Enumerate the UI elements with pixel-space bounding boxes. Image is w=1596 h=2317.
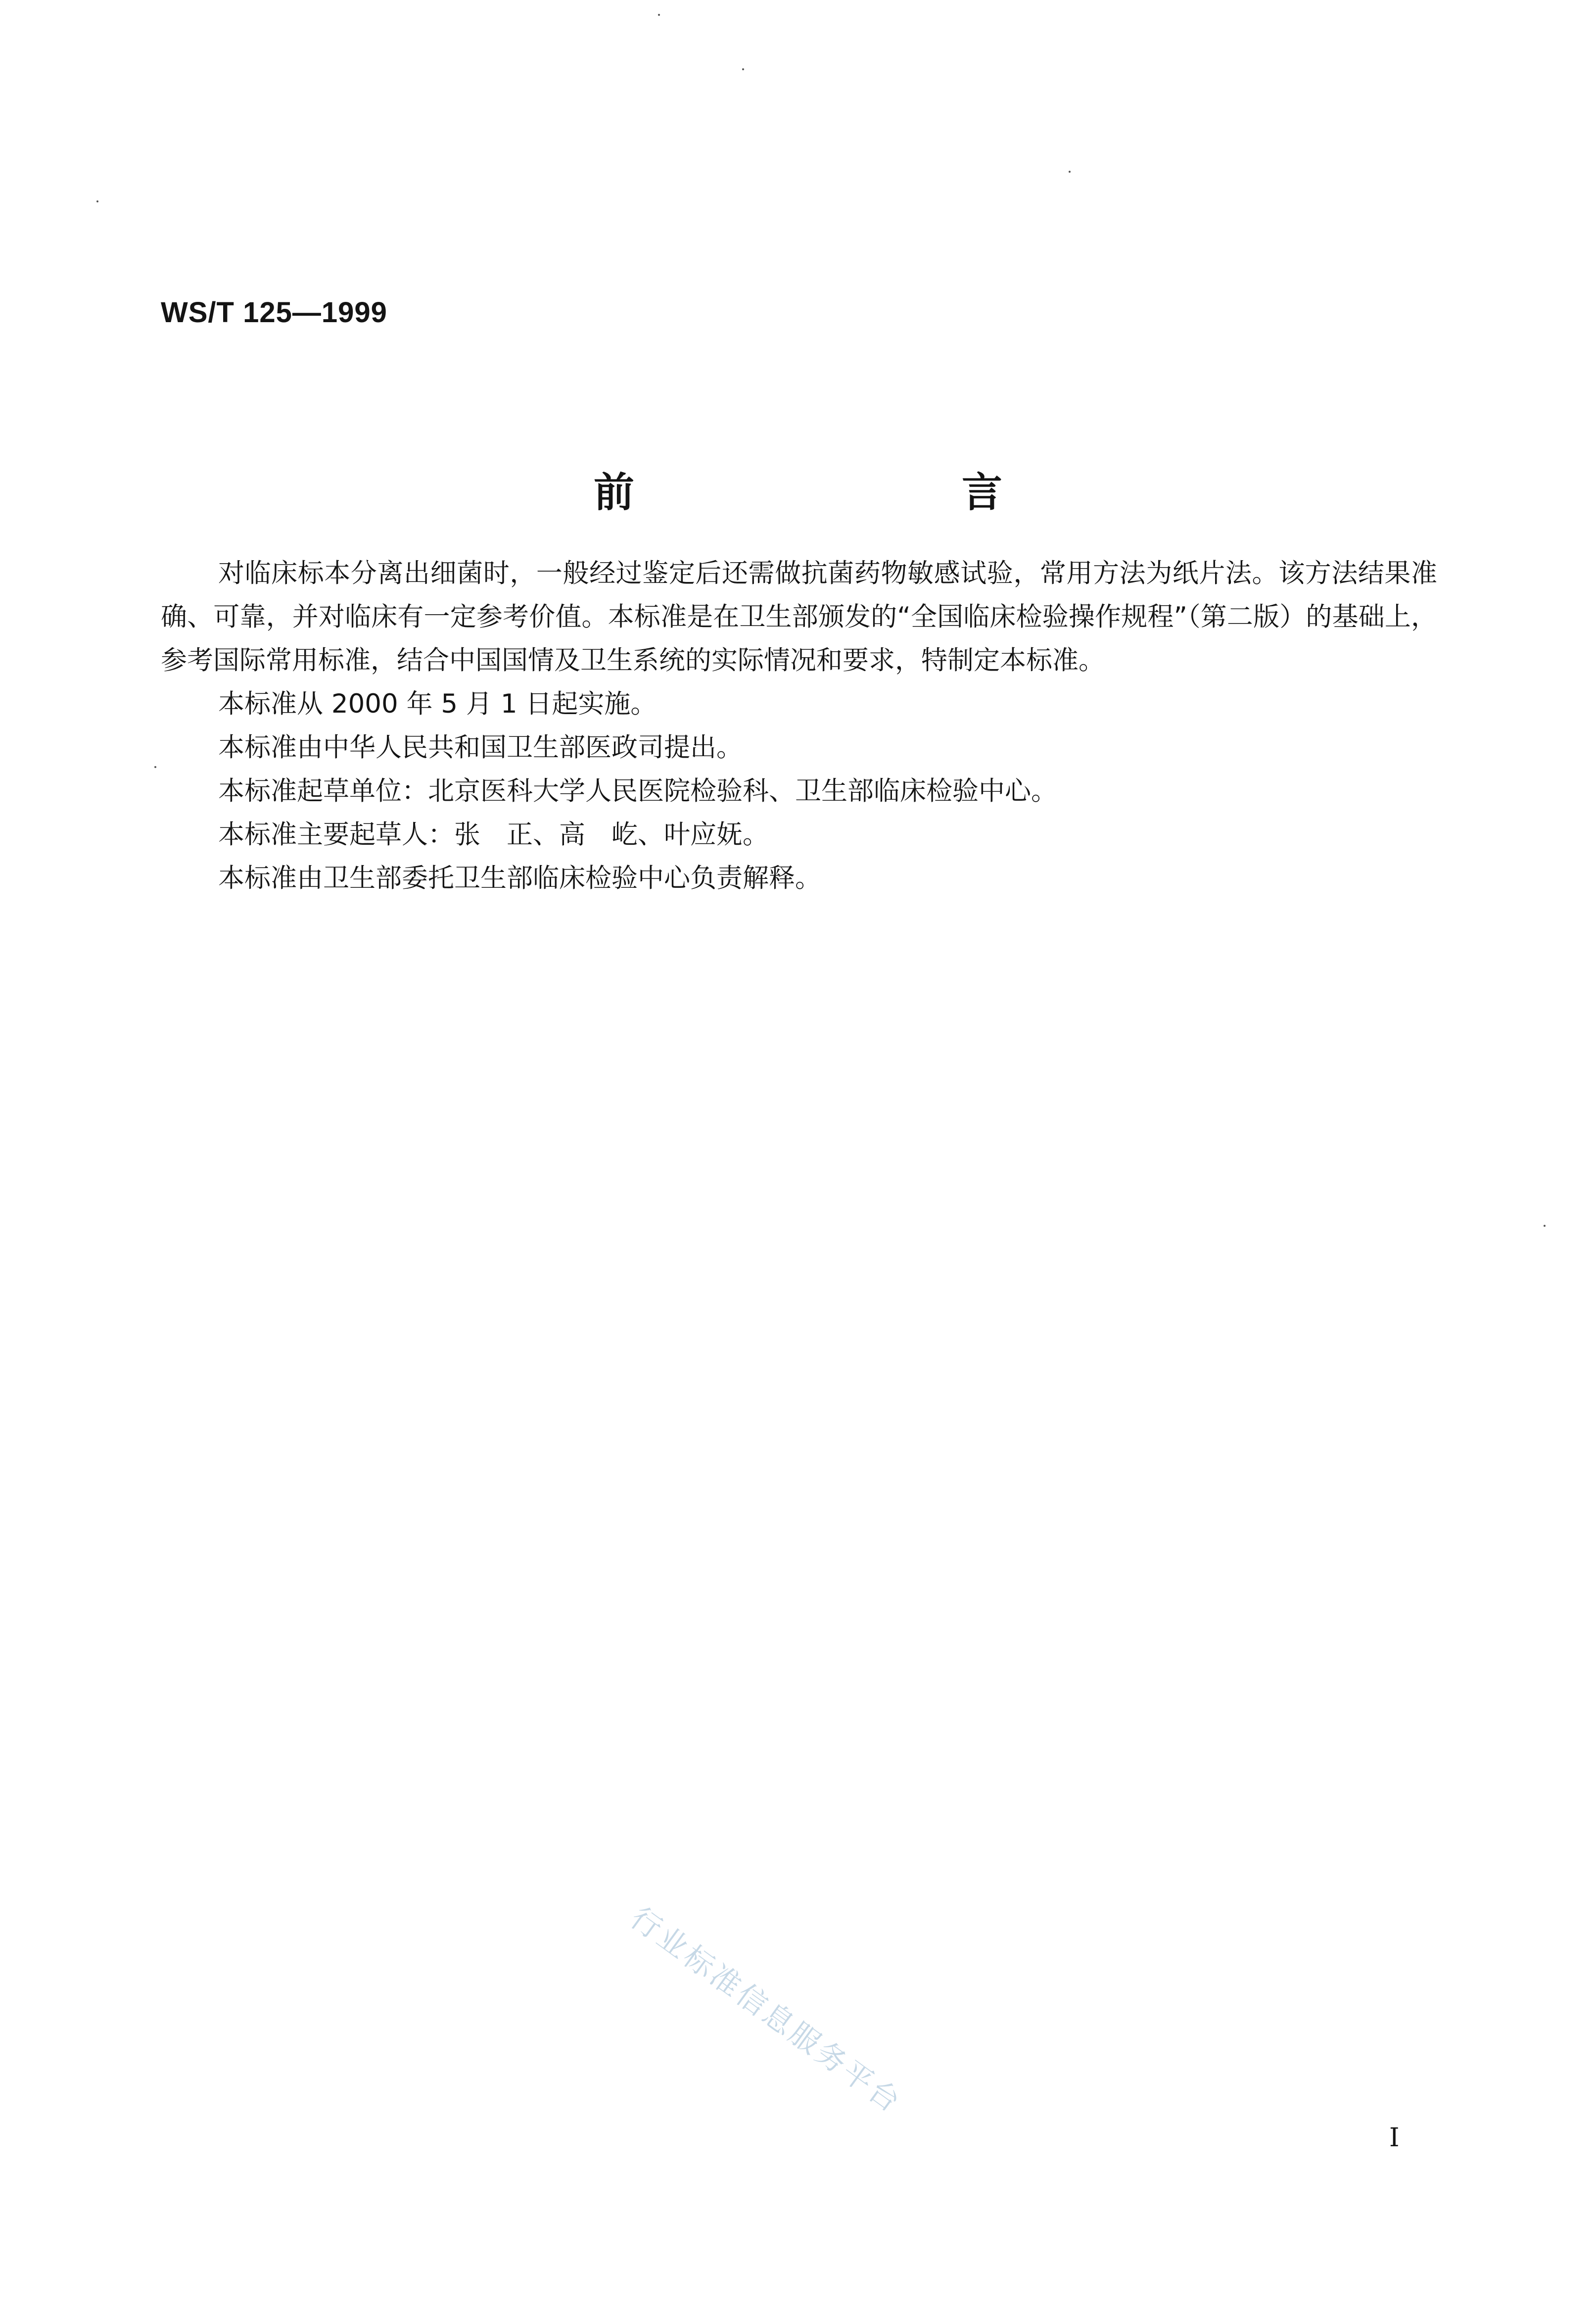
- scan-speck: [1069, 171, 1071, 173]
- watermark: 行业标准信息服务平台: [624, 1900, 909, 2121]
- page-number: I: [1389, 2123, 1400, 2153]
- paragraph-proposer: 本标准由中华人民共和国卫生部医政司提出。: [218, 732, 743, 763]
- scan-speck: [658, 14, 660, 16]
- scan-speck: [154, 766, 156, 768]
- paragraph-drafters: 本标准主要起草人：张 正、高 屹、叶应妩。: [218, 820, 769, 850]
- scan-speck: [96, 200, 98, 202]
- standard-code: WS/T 125—1999: [161, 296, 387, 329]
- scan-speck: [742, 68, 744, 70]
- paragraph-drafting-units: 本标准起草单位：北京医科大学人民医院检验科、卫生部临床检验中心。: [218, 776, 1057, 806]
- foreword-title: 前 言: [594, 469, 1146, 516]
- foreword-body: [161, 552, 1437, 900]
- paragraph-interpretation: 本标准由卫生部委托卫生部临床检验中心负责解释。: [218, 863, 821, 893]
- scan-speck: [1544, 1225, 1546, 1227]
- paragraph-effective-date: 本标准从 2000 年 5 月 1 日起实施。: [218, 689, 657, 719]
- paragraph-intro: 对临床标本分离出细菌时，一般经过鉴定后还需做抗菌药物敏感试验，常用方法为纸片法。该方法结果准确、可靠，并对临床有一定参考价值。本标准是在卫生部颁发的“全国临床检验操作规程”（第二版）的基础上，参考国际常用标准，结合中国国情及卫生系统的实际情况和要求，特制定本标准。: [161, 558, 1437, 676]
